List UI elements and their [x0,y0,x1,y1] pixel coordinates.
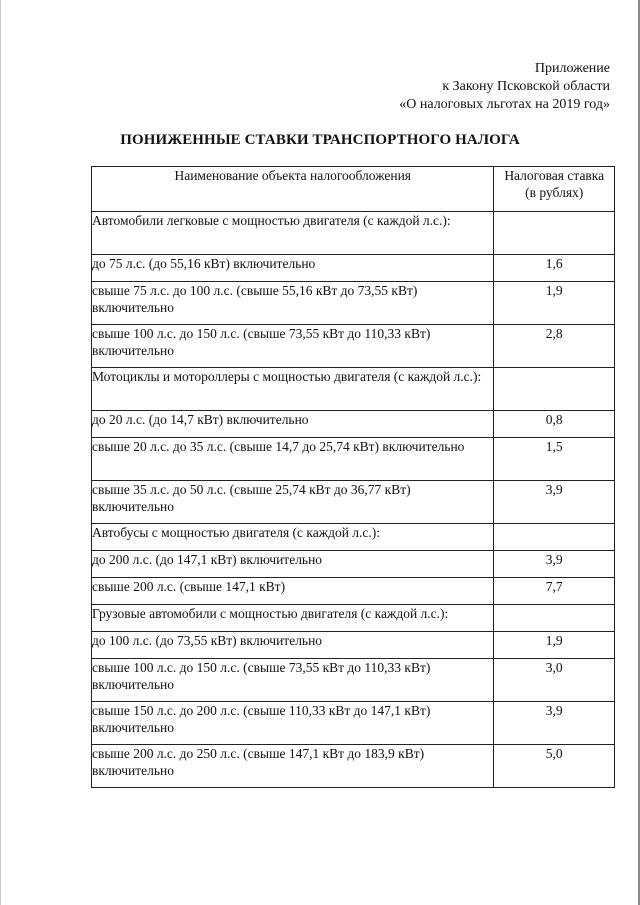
row-name: свыше 150 л.с. до 200 л.с. (свыше 110,33 кВт до 147,1 кВт) включительно [92,702,494,745]
row-name: свыше 20 л.с. до 35 л.с. (свыше 14,7 до 25,74 кВт) включительно [92,438,494,481]
row-name: свыше 100 л.с. до 150 л.с. (свыше 73,55 кВт до 110,33 кВт) включительно [92,325,494,368]
row-name: свыше 200 л.с. до 250 л.с. (свыше 147,1 кВт до 183,9 кВт) включительно [92,745,494,788]
row-name: свыше 75 л.с. до 100 л.с. (свыше 55,16 кВт до 73,55 кВт) включительно [92,282,494,325]
row-rate: 1,9 [494,282,615,325]
table-row [92,578,615,605]
header-object-name: Наименование объекта налогообложения [92,167,494,212]
table-row [92,411,615,438]
table-header-row [92,167,615,212]
row-rate: 3,9 [494,551,615,578]
row-rate: 3,0 [494,659,615,702]
appendix-label: Приложение [534,61,610,76]
table-row-group [92,605,615,632]
row-rate [494,605,615,632]
table-row [92,659,615,702]
row-name: Автомобили легковые с мощностью двигателя (с каждой л.с.): [92,212,494,255]
row-rate: 1,6 [494,255,615,282]
row-name: до 100 л.с. (до 73,55 кВт) включительно [92,632,494,659]
appendix-law-title: «О налоговых льготах на 2019 год» [399,97,610,112]
document-title: ПОНИЖЕННЫЕ СТАВКИ ТРАНСПОРТНОГО НАЛОГА [120,132,520,148]
table-row [92,702,615,745]
row-rate [494,368,615,411]
appendix-header [399,60,610,114]
table-row [92,745,615,788]
table-row-group [92,212,615,255]
table-row-group [92,524,615,551]
row-name: свыше 100 л.с. до 150 л.с. (свыше 73,55 кВт до 110,33 кВт) включительно [92,659,494,702]
table-row [92,255,615,282]
table-row [92,481,615,524]
table-row [92,325,615,368]
header-tax-rate [494,167,615,212]
appendix-law-reference: к Закону Псковской области [442,79,610,94]
table-row-group [92,368,615,411]
row-name: Мотоциклы и мотороллеры с мощностью двигателя (с каждой л.с.): [92,368,494,411]
table-row [92,282,615,325]
row-rate: 3,9 [494,702,615,745]
row-name: до 75 л.с. (до 55,16 кВт) включительно [92,255,494,282]
row-name: Грузовые автомобили с мощностью двигателя (с каждой л.с.): [92,605,494,632]
table-row [92,551,615,578]
row-rate: 7,7 [494,578,615,605]
row-rate: 1,5 [494,438,615,481]
row-rate: 3,9 [494,481,615,524]
row-name: Автобусы с мощностью двигателя (с каждой л.с.): [92,524,494,551]
row-rate [494,212,615,255]
row-rate: 5,0 [494,745,615,788]
row-rate: 2,8 [494,325,615,368]
tax-rates-table [91,166,615,788]
row-rate [494,524,615,551]
header-tax-rate-line1: Налоговая ставка [504,168,605,183]
table-row [92,438,615,481]
row-name: до 200 л.с. (до 147,1 кВт) включительно [92,551,494,578]
row-rate: 0,8 [494,411,615,438]
row-rate: 1,9 [494,632,615,659]
row-name: свыше 200 л.с. (свыше 147,1 кВт) [92,578,494,605]
row-name: свыше 35 л.с. до 50 л.с. (свыше 25,74 кВт до 36,77 кВт) включительно [92,481,494,524]
table-row [92,632,615,659]
row-name: до 20 л.с. (до 14,7 кВт) включительно [92,411,494,438]
header-tax-rate-line2: (в рублях) [525,185,584,200]
